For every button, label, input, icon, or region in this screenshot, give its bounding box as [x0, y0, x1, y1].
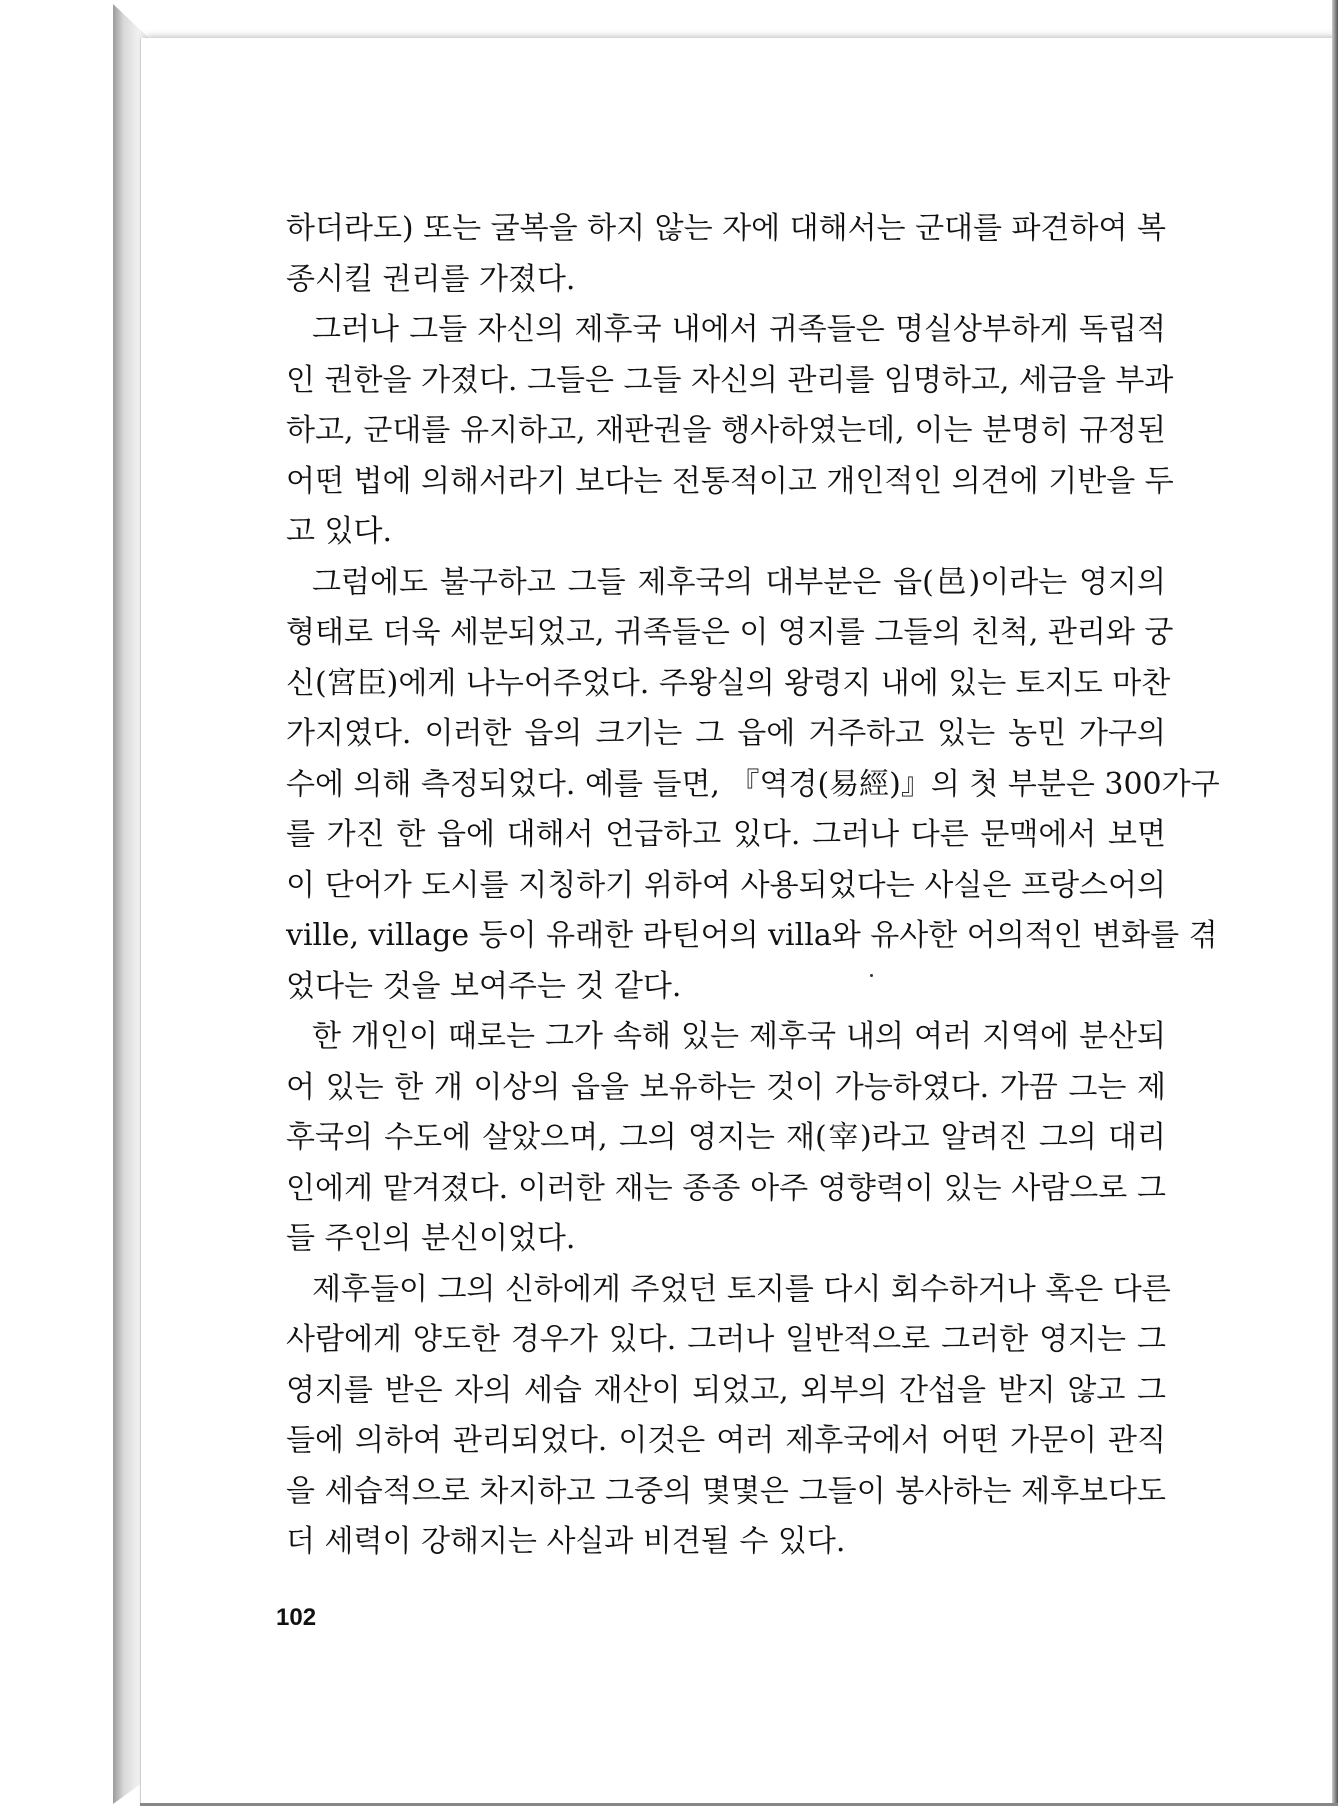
text-line: 이 단어가 도시를 지칭하기 위하여 사용되었다는 사실은 프랑스어의	[286, 867, 1166, 903]
page-shadow-right	[1332, 0, 1338, 1806]
speck-mark	[870, 974, 873, 977]
text-line: 어떤 법에 의해서라기 보다는 전통적이고 개인적인 의견에 기반을 두	[286, 463, 1174, 499]
text-line: 들에 의하여 관리되었다. 이것은 여러 제후국에서 어떤 가문이 관직	[286, 1423, 1166, 1458]
text-line: 인 권한을 가졌다. 그들은 그들 자신의 관리를 임명하고, 세금을 부과	[286, 362, 1174, 398]
text-line: 들 주인의 분신이었다.	[286, 1221, 576, 1256]
text-line: ville, village 등이 유래한 라틴어의 villa와 유사한 어의적인 변화를 겪	[286, 918, 1218, 953]
text-line: 인에게 맡겨졌다. 이러한 재는 종종 아주 영향력이 있는 사람으로 그	[286, 1170, 1166, 1206]
text-line: 영지를 받은 자의 세습 재산이 되었고, 외부의 간섭을 받지 않고 그	[286, 1372, 1166, 1408]
text-line: 어 있는 한 개 이상의 읍을 보유하는 것이 가능하였다. 가끔 그는 제	[286, 1069, 1166, 1105]
text-line: 수에 의해 측정되었다. 예를 들면, 『역경(易經)』의 첫 부분은 300가구	[286, 766, 1220, 802]
text-line: 을 세습적으로 차지하고 그중의 몇몇은 그들이 봉사하는 제후보다도	[286, 1473, 1166, 1509]
text-line: 하더라도) 또는 굴복을 하지 않는 자에 대해서는 군대를 파견하여 복	[286, 211, 1166, 246]
text-line: 가지였다. 이러한 읍의 크기는 그 읍에 거주하고 있는 농민 가구의	[286, 716, 1166, 751]
text-line: 고 있다.	[286, 514, 393, 549]
text-line: 종시킬 권리를 가졌다.	[286, 261, 576, 297]
text-line: 그럼에도 불구하고 그들 제후국의 대부분은 읍(邑)이라는 영지의	[312, 564, 1166, 600]
text-line: 한 개인이 때로는 그가 속해 있는 제후국 내의 여러 지역에 분산되	[312, 1019, 1166, 1054]
text-line: 었다는 것을 보여주는 것 같다.	[286, 968, 682, 1004]
text-line: 를 가진 한 읍에 대해서 언급하고 있다. 그러나 다른 문맥에서 보면	[286, 817, 1166, 852]
text-line: 그러나 그들 자신의 제후국 내에서 귀족들은 명실상부하게 독립적	[312, 312, 1166, 347]
text-line: 하고, 군대를 유지하고, 재판권을 행사하였는데, 이는 분명히 규정된	[286, 413, 1166, 448]
text-line: 사람에게 양도한 경우가 있다. 그러나 일반적으로 그러한 영지는 그	[286, 1322, 1166, 1357]
text-line: 형태로 더욱 세분되었고, 귀족들은 이 영지를 그들의 친척, 관리와 궁	[286, 615, 1174, 650]
text-line: 제후들이 그의 신하에게 주었던 토지를 다시 회수하거나 혹은 다른	[312, 1271, 1171, 1307]
body-text	[286, 204, 1220, 1568]
text-line: 더 세력이 강해지는 사실과 비견될 수 있다.	[286, 1524, 846, 1559]
page-number: 102	[276, 1604, 317, 1631]
text-line: 신(宮臣)에게 나누어주었다. 주왕실의 왕령지 내에 있는 토지도 마찬	[286, 665, 1171, 701]
text-line: 후국의 수도에 살았으며, 그의 영지는 재(宰)라고 알려진 그의 대리	[286, 1120, 1166, 1155]
